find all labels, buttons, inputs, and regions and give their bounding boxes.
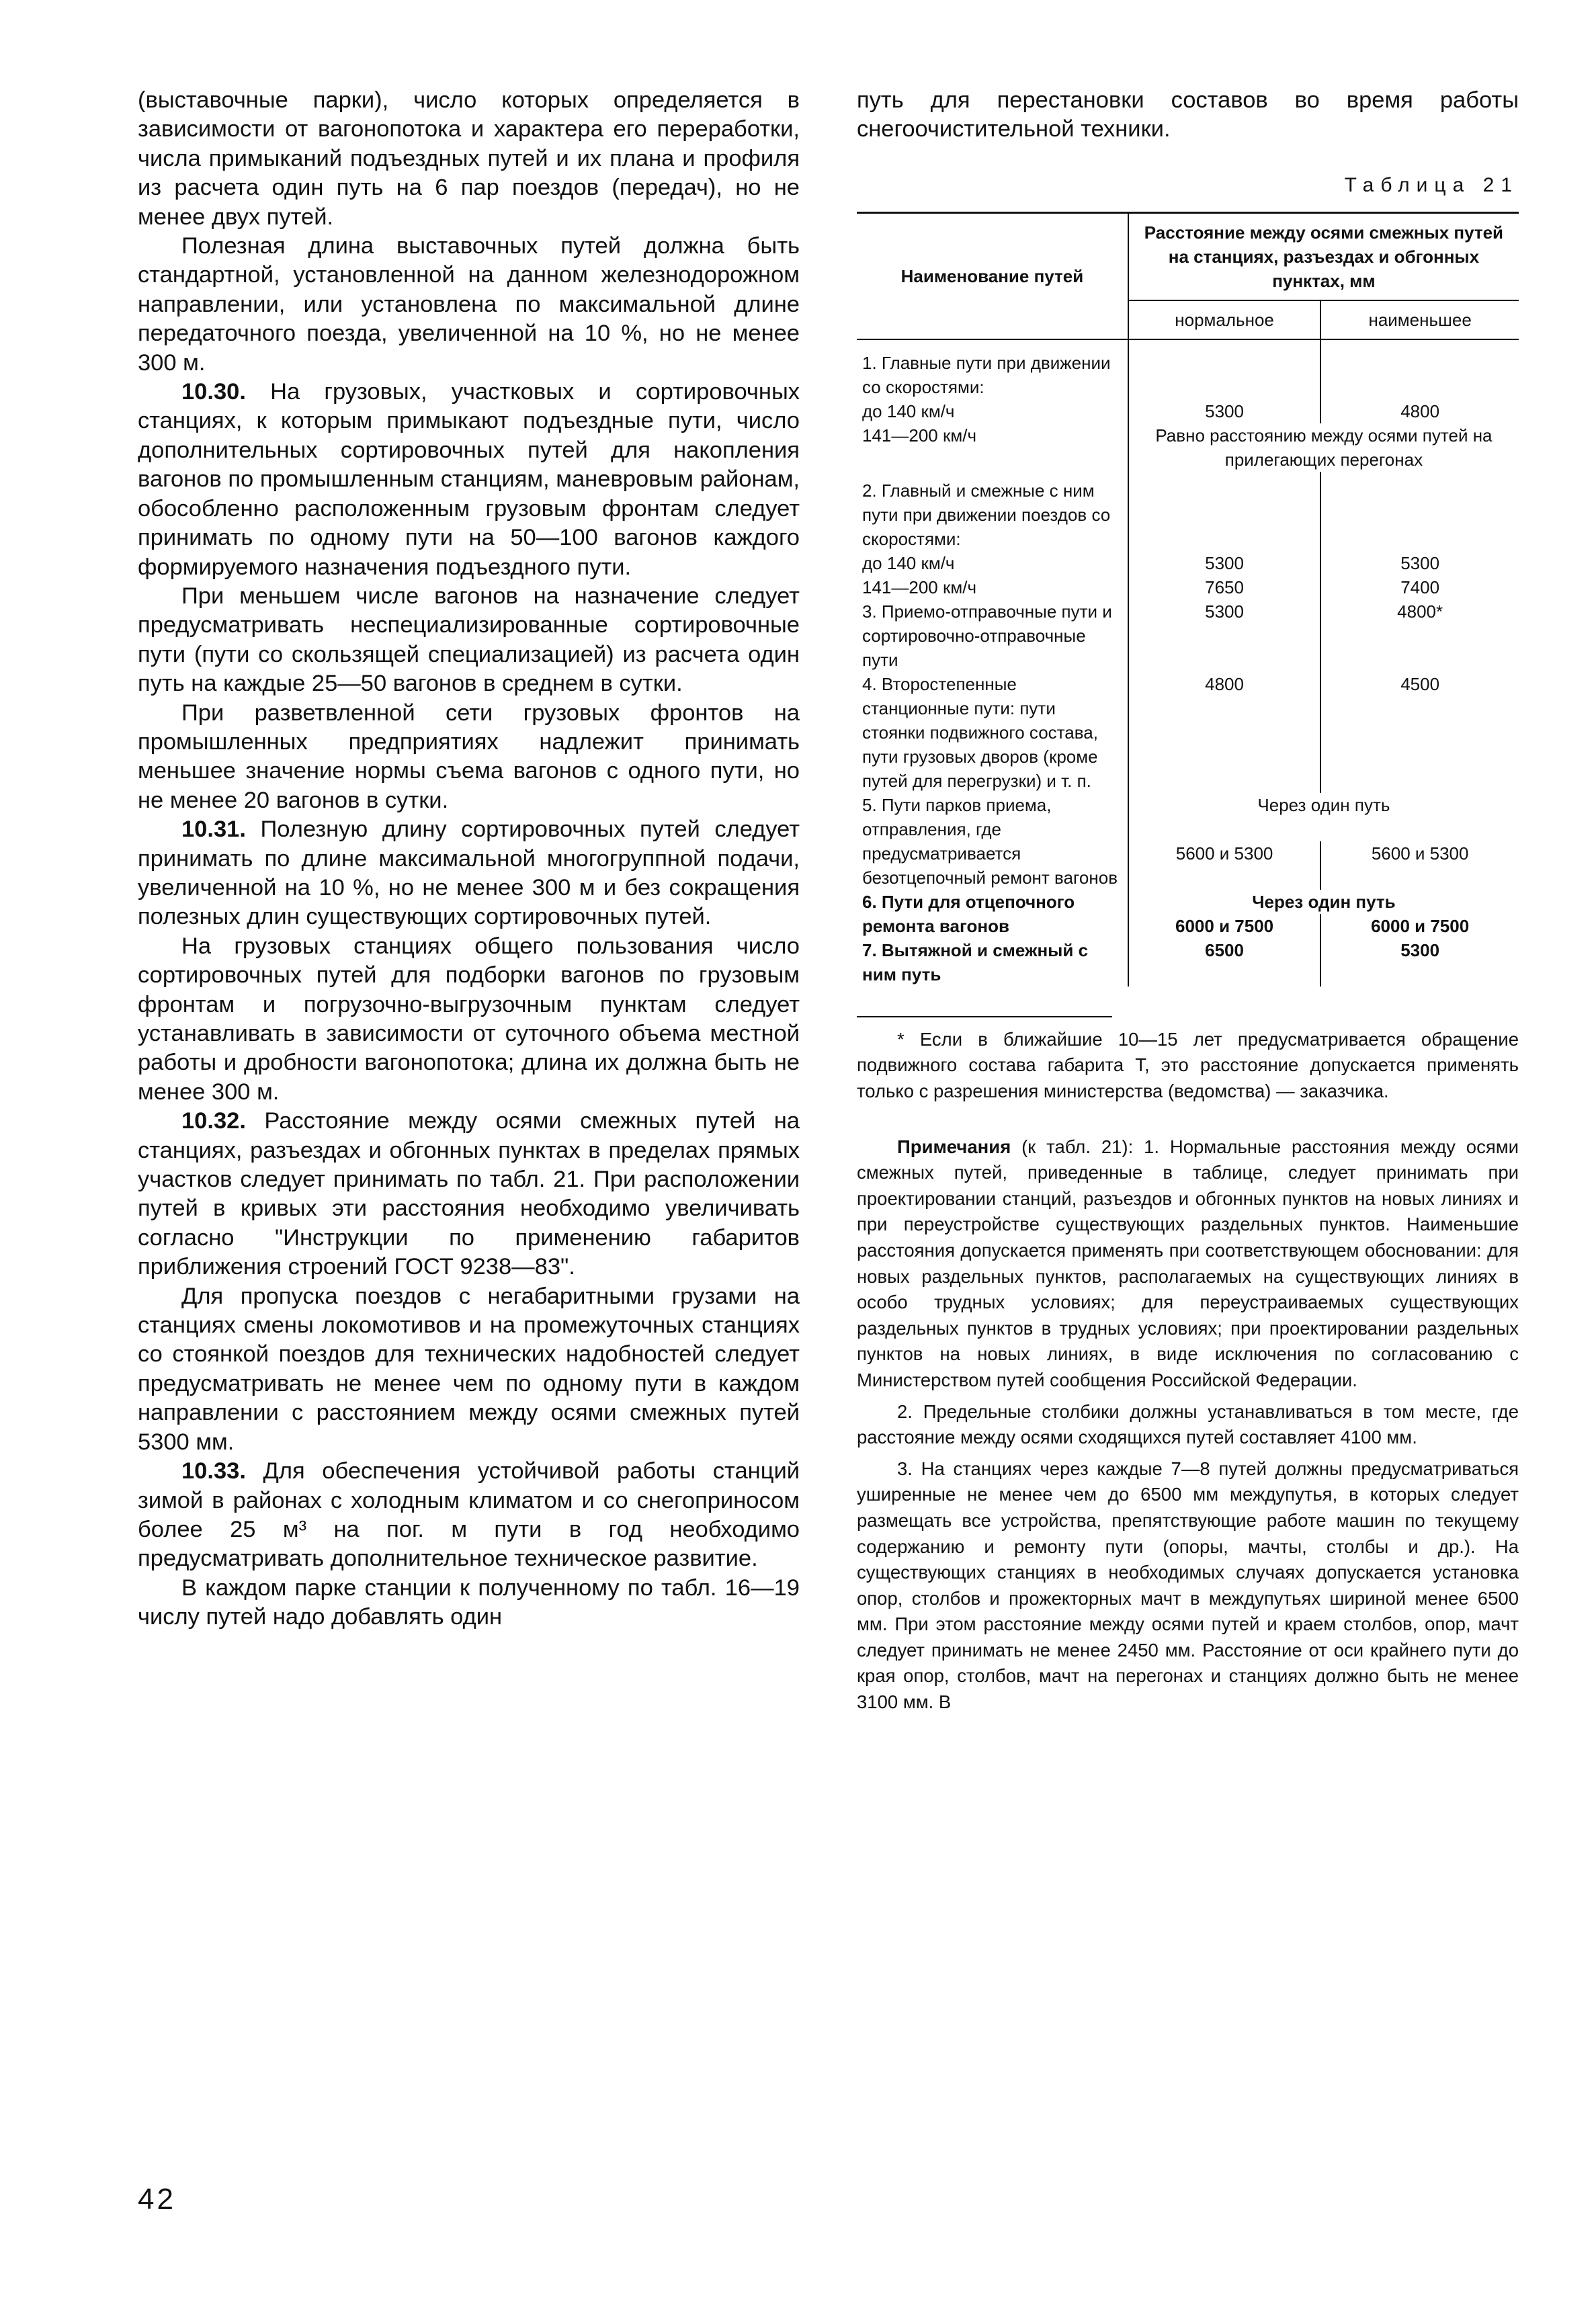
- notes-label: Примечания: [897, 1136, 1011, 1157]
- value-minimal: 4800*: [1320, 599, 1519, 672]
- left-column: [138, 86, 800, 1632]
- table-footnote: * Если в ближайшие 10—15 лет предусматривается обращение подвижного состава габарита Т, это расстояние допускается применять только с разрешения министерства (ведомства) — заказчика.: [857, 1028, 1519, 1101]
- paragraph: Для пропуска поездов с негабаритными грузами на станциях смены локомотивов и на промежуточных станциях со стоянкой поездов для технических надобностей следует предусматривать не менее чем по одному пути в каждом направлении с расстоянием между осями смежных путей 5300 мм.: [138, 1283, 800, 1455]
- notes-paragraph-1: Примечания (к табл. 21): 1. Нормальные расстояния между осями смежных путей, приведенные в таблице, следует принимать при проектировании станций, разъездов и обгонных пунктов на новых линиях и при переустройстве существующих раздельных пунктов. Наименьшие расстояния допускается применять при соответствующем обосновании: для новых раздельных пунктов, располагаемых на существующих линиях в особо трудных условиях; для переустраиваемых существующих раздельных пунктов в трудных условиях; при проектировании раздельных пунктов на новых линиях, в виде исключения по согласованию с Министерством путей сообщения Российской Федерации.: [857, 1136, 1519, 1390]
- row-name: до 140 км/ч: [862, 401, 955, 421]
- paragraph-10-32: 10.32. Расстояние между осями смежных путей на станциях, разъездах и обгонных пунктах в пределах прямых участков следует принимать по табл. 21. При расположении путей в кривых эти расстояния необходимо увеличивать согласно "Инструкции по применению габаритов приближения строений ГОСТ 9238—83".: [138, 1108, 800, 1280]
- value-normal: 5300: [1128, 599, 1320, 672]
- header-minimal: наименьшее: [1320, 300, 1519, 339]
- table-21: [857, 212, 1519, 987]
- intro-paragraph: путь для перестановки составов во время работы снегоочистительной техники.: [857, 87, 1519, 142]
- paragraph-10-31: 10.31. Полезную длину сортировочных путей следует принимать по длине максимальной многогруппной подачи, увеличенной на 10 %, но не менее 300 м и без сокращения полезных длин существующих сортировочных путей.: [138, 816, 800, 930]
- table-row: [857, 890, 1519, 914]
- paragraph: Полезная длина выставочных путей должна быть стандартной, установленной на данном железнодорожном направлении, или установлена по максимальной длине передаточного поезда, увеличенной на 10 %, но не менее 300 м.: [138, 233, 800, 376]
- value-minimal: 4800: [1320, 399, 1519, 423]
- table-row: [857, 599, 1519, 672]
- paragraph: (выставочные парки), число которых определяется в зависимости от вагонопотока и характера его переработки, числа примыканий подъездных путей и их плана и профиля из расчета один путь на 6 пар поездов (передач), но не менее двух путей.: [138, 87, 800, 230]
- section-number: 10.30.: [181, 379, 246, 405]
- header-distance: Расстояние между осями смежных путей на станциях, разъездах и обгонных пунктах, мм: [1128, 212, 1519, 300]
- value-normal: 5600 и 5300: [1128, 841, 1320, 890]
- paragraph-10-33: 10.33. Для обеспечения устойчивой работы станций зимой в районах с холодным климатом и со снегоприносом более 25 м³ на пог. м пути в год необходимо предусматривать дополнительное техническое развитие.: [138, 1458, 800, 1572]
- row-name: 5. Пути парков приема, отправления, где предусматривается безотцепочный ремонт вагонов: [862, 794, 1118, 888]
- page-number: 42: [138, 2183, 176, 2216]
- section-number: 10.32.: [181, 1108, 246, 1134]
- value-minimal: 4500: [1320, 672, 1519, 793]
- table-row: [857, 423, 1519, 472]
- value-minimal: 7400: [1320, 575, 1519, 599]
- section-number: 10.33.: [181, 1458, 246, 1484]
- table-row: [857, 339, 1519, 399]
- section-number: 10.31.: [181, 816, 246, 843]
- value-normal: 7650: [1128, 575, 1320, 599]
- value-span: Через один путь: [1128, 890, 1519, 914]
- value-span: Через один путь: [1128, 793, 1519, 841]
- table-row: [857, 672, 1519, 793]
- row-name: 4. Второстепенные станционные пути: пути стоянки подвижного состава, пути грузовых дворов (кроме путей для перегрузки) и т. п.: [862, 673, 1098, 791]
- value-minimal: 5300: [1320, 551, 1519, 575]
- table-row: [857, 938, 1519, 987]
- table-row: [857, 575, 1519, 599]
- paragraph: На грузовых станциях общего пользования число сортировочных путей для подборки вагонов по грузовым фронтам и погрузочно-выгрузочным пунктам следует устанавливать в зависимости от суточного объема местной работы и дробности вагонопотока; длина их должна быть не менее 300 м.: [138, 933, 800, 1105]
- value-minimal: 5300: [1320, 938, 1519, 987]
- notes-paragraph-3: 3. На станциях через каждые 7—8 путей должны предусматриваться уширенные не менее чем до 6500 мм междупутья, в которых следует размещать все устройства, препятствующие работе машин по текущему содержанию и ремонту пути (опоры, мачты, столбы и др.). На существующих станциях в необходимых случаях допускается установка опор, столбов и прожекторных мачт в междупутьях шириной менее 6500 мм. При этом расстояние между осями путей и краем столбов, опор, мачт следует принимать не менее 2450 мм. Расстояние от оси крайнего пути до края опор, столбов, мачт на перегонах и станциях должно быть не менее 3100 мм. В: [857, 1458, 1519, 1713]
- paragraph: При меньшем числе вагонов на назначение следует предусматривать неспециализированные сортировочные пути (пути со скользящей специализацией) из расчета один путь на каждые 25—50 вагонов в среднем в сутки.: [138, 583, 800, 697]
- table-row: [857, 793, 1519, 841]
- value-normal: 6000 и 7500: [1128, 914, 1320, 938]
- table-row: [857, 399, 1519, 423]
- row-name: 141—200 км/ч: [862, 425, 977, 446]
- value-normal: 4800: [1128, 672, 1320, 793]
- value-normal: 5300: [1128, 399, 1320, 423]
- paragraph-10-30: 10.30. На грузовых, участковых и сортировочных станциях, к которым примыкают подъездные пути, число дополнительных сортировочных путей для накопления вагонов по промышленным станциям, маневровым районам, обособленно расположенным грузовым фронтам следует принимать по одному пути на 50—100 вагонов каждого формируемого назначения подъездного пути.: [138, 379, 800, 580]
- row-name: 141—200 км/ч: [862, 577, 977, 597]
- row-name: 7. Вытяжной и смежный с ним путь: [862, 939, 1089, 984]
- table-row: [857, 551, 1519, 575]
- footnote-divider: [857, 1016, 1112, 1017]
- paragraph: В каждом парке станции к полученному по табл. 16—19 числу путей надо добавлять один: [138, 1575, 800, 1630]
- table-row: [857, 472, 1519, 551]
- table-caption: Таблица 21: [1344, 173, 1519, 196]
- right-column: [857, 86, 1519, 1716]
- value-span: Равно расстоянию между осями путей на прилегающих перегонах: [1128, 423, 1519, 472]
- notes-paragraph-2: 2. Предельные столбики должны устанавливаться в том месте, где расстояние между осями сходящихся путей составляет 4100 мм.: [857, 1400, 1519, 1448]
- row-name: 3. Приемо-отправочные пути и сортировочно-отправочные пути: [862, 601, 1112, 670]
- value-normal: 6500: [1128, 938, 1320, 987]
- row-name: 2. Главный и смежные с ним пути при движении поездов со скоростями:: [862, 480, 1111, 549]
- value-minimal: 6000 и 7500: [1320, 914, 1519, 938]
- header-normal: нормальное: [1128, 300, 1320, 339]
- header-track-name: Наименование путей: [857, 212, 1128, 339]
- value-minimal: 5600 и 5300: [1320, 841, 1519, 890]
- paragraph: При разветвленной сети грузовых фронтов на промышленных предприятиях надлежит принимать меньшее значение нормы съема вагонов с одного пути, но не менее 20 вагонов в сутки.: [138, 700, 800, 813]
- row-name: 6. Пути для отцепочного ремонта вагонов: [862, 891, 1075, 936]
- row-name: до 140 км/ч: [862, 552, 955, 573]
- row-name: 1. Главные пути при движении со скоростями:: [862, 352, 1111, 397]
- value-normal: 5300: [1128, 551, 1320, 575]
